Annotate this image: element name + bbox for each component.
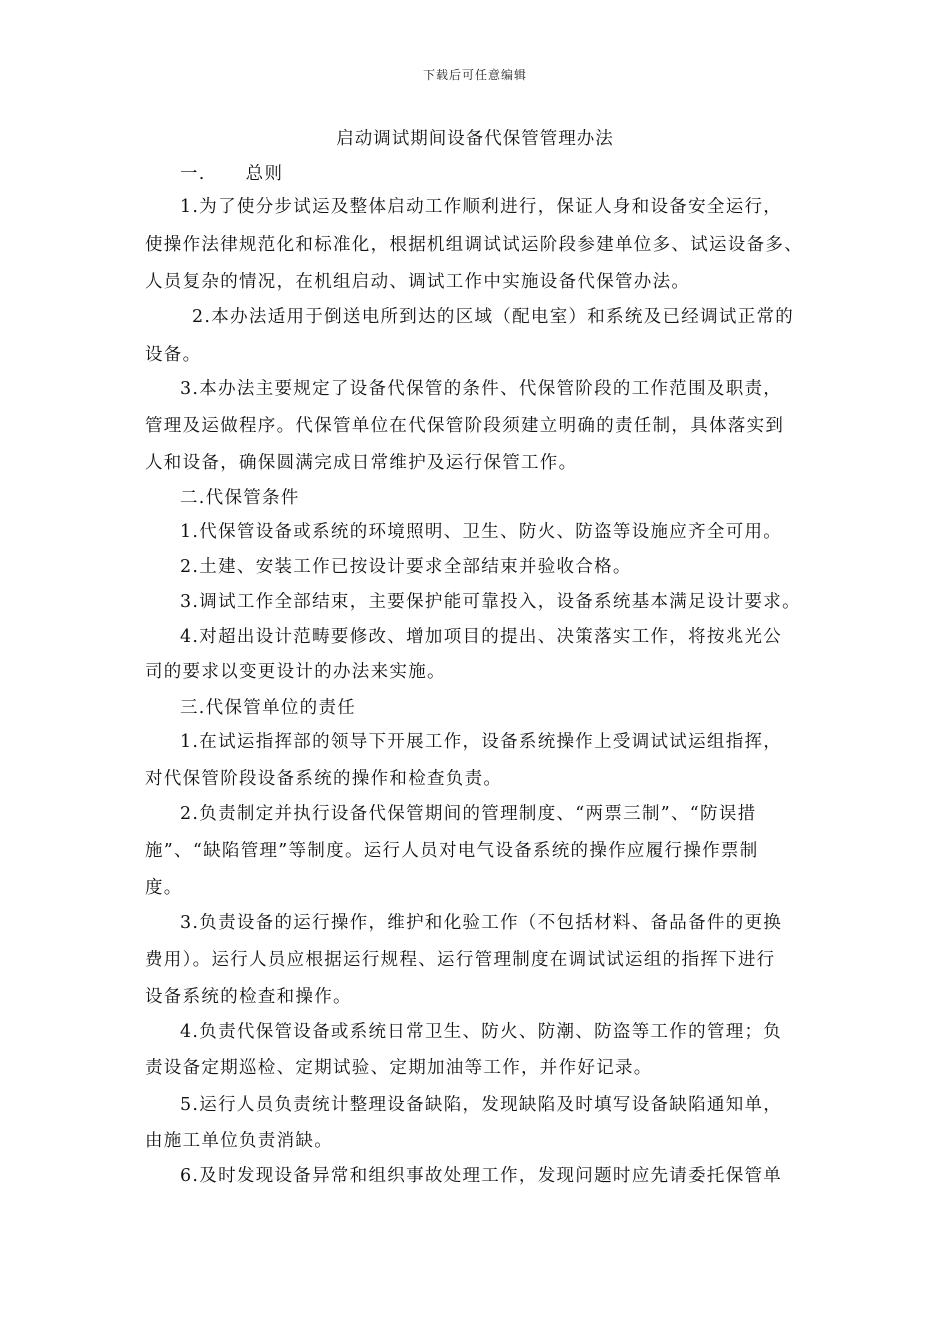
paragraph-line: 设备系统的检查和操作。 — [145, 987, 352, 1007]
paragraph-line: 人和设备，确保圆满完成日常维护及运行保管工作。 — [145, 453, 578, 473]
paragraph-line: 司的要求以变更设计的办法来实施。 — [145, 662, 446, 682]
header-note: 下载后可任意编辑 — [422, 68, 527, 82]
paragraph-line: 设备。 — [145, 345, 202, 365]
paragraph-line: 使操作法律规范化和标准化，根据机组调试试运阶段参建单位多、试运设备多、 — [145, 235, 803, 255]
paragraph-line: 管理及运做程序。代保管单位在代保管阶段须建立明确的责任制，具体落实到 — [145, 416, 785, 436]
paragraph-line: 由施工单位负责消缺。 — [145, 1131, 333, 1151]
paragraph-line: 施”、“缺陷管理”等制度。运行人员对电气设备系统的操作应履行操作票制 — [145, 841, 759, 861]
paragraph-line: 人员复杂的情况，在机组启动、调试工作中实施设备代保管办法。 — [145, 272, 691, 292]
paragraph-line: 1.在试运指挥部的领导下开展工作，设备系统操作上受调试试运组指挥， — [180, 732, 783, 752]
section-heading-conditions: 二.代保管条件 — [180, 488, 300, 508]
paragraph-line: 1.代保管设备或系统的环境照明、卫生、防火、防盗等设施应齐全可用。 — [180, 522, 783, 542]
paragraph-line: 责设备定期巡检、定期试验、定期加油等工作，并作好记录。 — [145, 1058, 653, 1078]
paragraph-line: 3.调试工作全部结束，主要保护能可靠投入，设备系统基本满足设计要求。 — [180, 592, 801, 612]
paragraph-line: 2.负责制定并执行设备代保管期间的管理制度、“两票三制”、“防误措 — [180, 804, 757, 824]
section-number: 一. — [180, 164, 206, 184]
paragraph-line: 5.运行人员负责统计整理设备缺陷，发现缺陷及时填写设备缺陷通知单， — [180, 1095, 783, 1115]
paragraph-line: 3.本办法主要规定了设备代保管的条件、代保管阶段的工作范围及职责， — [180, 379, 783, 399]
paragraph-line: 4.负责代保管设备或系统日常卫生、防火、防潮、防盗等工作的管理；负 — [180, 1022, 783, 1042]
paragraph-line: 6.及时发现设备异常和组织事故处理工作，发现问题时应先请委托保管单 — [180, 1166, 783, 1186]
document-title: 启动调试期间设备代保管管理办法 — [336, 129, 614, 149]
section-heading-text: 总则 — [245, 164, 284, 184]
paragraph-line: 对代保管阶段设备系统的操作和检查负责。 — [145, 769, 503, 789]
paragraph-line: 1.为了使分步试运及整体启动工作顺利进行，保证人身和设备安全运行， — [180, 197, 783, 217]
paragraph-line: 4.对超出设计范畴要修改、增加项目的提出、决策落实工作，将按兆光公 — [180, 627, 783, 647]
section-heading-responsibilities: 三.代保管单位的责任 — [180, 698, 357, 718]
paragraph-line: 费用）。运行人员应根据运行规程、运行管理制度在调试试运组的指挥下进行 — [145, 950, 776, 970]
paragraph-line: 2.本办法适用于倒送电所到达的区域（配电室）和系统及已经调试正常的 — [192, 307, 795, 327]
section-heading-general — [180, 162, 283, 186]
paragraph-line: 2.土建、安装工作已按设计要求全部结束并验收合格。 — [180, 557, 632, 577]
paragraph-line: 3.负责设备的运行操作，维护和化验工作（不包括材料、备品备件的更换 — [180, 913, 783, 933]
paragraph-line: 度。 — [145, 878, 183, 898]
